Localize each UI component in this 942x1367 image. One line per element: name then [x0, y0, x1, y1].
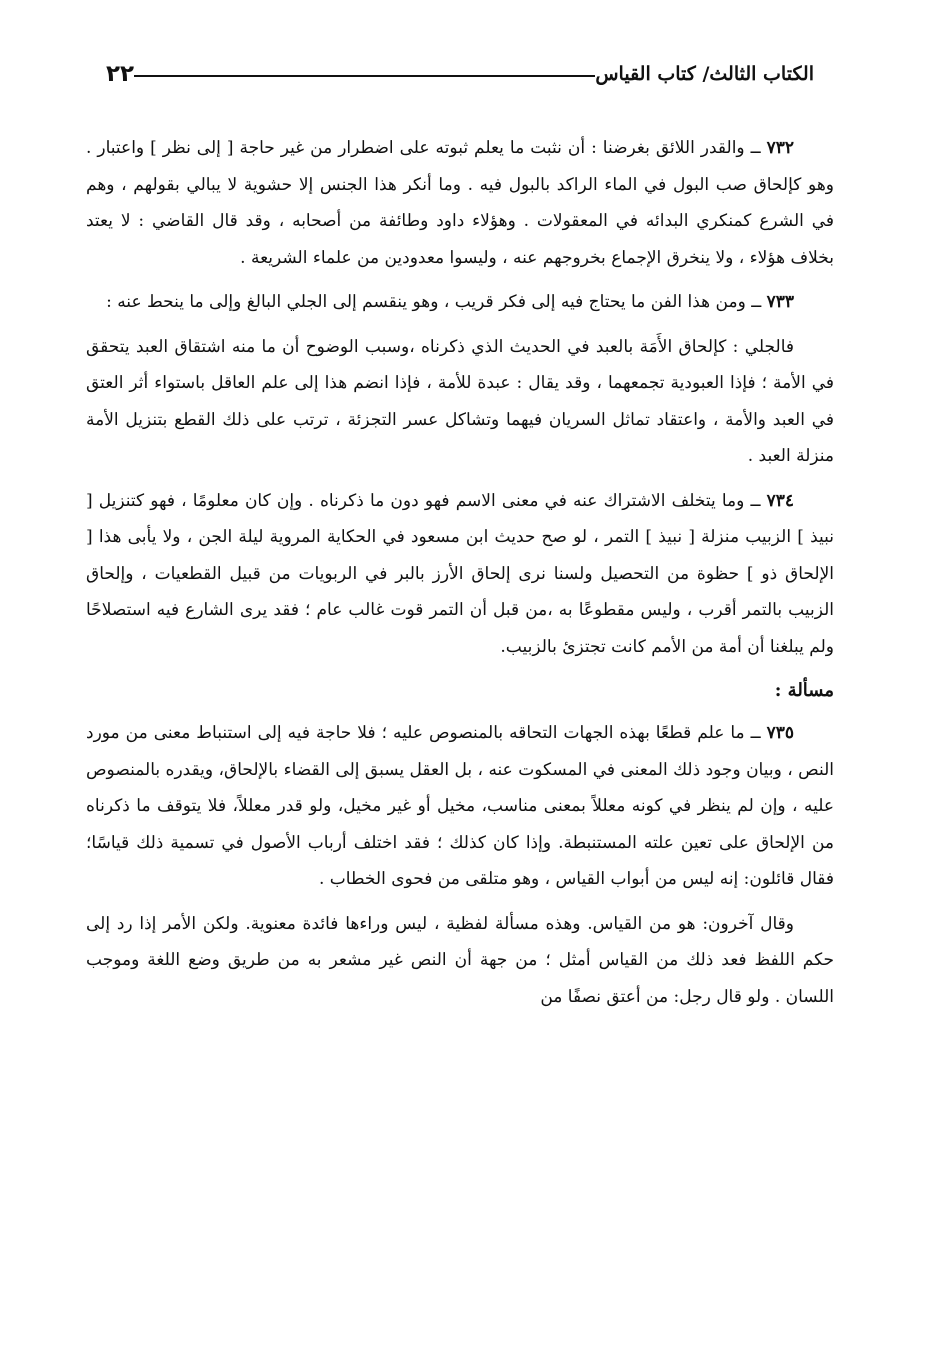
paragraph-text: فالجلي : كإلحاق الأَمَة بالعبد في الحديث الذي ذكرناه ،وسبب الوضوح أن ما منه اشتقاق العبد يتحقق في الأمة ؛ فإذا العبودية تجمعهما ، وقد يقال : عبدة للأمة ، فإذا انضم هذا إلى علم العاقل باستواء أثر العتق في العبد والأمة ، واعتقاد تماثل السريان فيهما وتشاكل عسر التجزئة ، ترتب على ذلك القطع بتنزيل الأمة منزلة العبد . [86, 336, 834, 466]
paragraph-text: ــ ما علم قطعًا بهذه الجهات التحاقه بالمنصوص عليه ؛ فلا حاجة فيه إلى استنباط معنى من مورد النص ، وبيان وجود ذلك المعنى في المسكوت عنه ، بل العقل يسبق إلى القضاء بالإلحاق، ويقدره بالمنصوص عليه ، وإن لم ينظر في كونه معللاً بمعنى مناسب، مخيل أو غير مخيل، ولو قدر معللاً، فلا يتوقف ما ذكرناه من الإلحاق على تعين علته المستنبطة. وإذا كان كذلك ؛ فقد اختلف أرباب الأصول في تسمية ذلك قياسًا؛ فقال قائلون: إنه ليس من أبواب القياس ، وهو متلقى من فحوى الخطاب . [86, 723, 834, 889]
paragraph-number: ٧٣٣ [766, 292, 794, 312]
paragraph-others [86, 906, 834, 1016]
running-title: الكتاب الثالث/ كتاب القياس [595, 63, 814, 85]
paragraph-735 [86, 715, 834, 898]
paragraph-number: ٧٣٤ [766, 490, 794, 511]
paragraph-text: ــ ومن هذا الفن ما يحتاج فيه إلى فكر قريب ، وهو ينقسم إلى الجلي البالغ وإلى ما ينحط عنه : [106, 292, 762, 312]
paragraph-733 [86, 284, 834, 321]
paragraph-text: ــ وما يتخلف الاشتراك عنه في معنى الاسم فهو دون ما ذكرناه . وإن كان معلومًا ، فهو كتنزيل [ نبيذ ] الزبيب منزلة [ نبيذ ] التمر ، لو صح حديث ابن مسعود في الحكاية المروية ليلة الجن ، ولا يأبى هذا [ الإلحاق ذو ] حظوة من التحصيل ولسنا نرى إلحاق الأرز بالبر في الربويات من قبيل القطعيات ، وإلحاق الزبيب بالتمر أقرب ، وليس مقطوعًا به ،من قبل أن التمر قوت غالب عام ؛ فقد يرى الشارع فيه استصلاحًا ولم يبلغنا أن أمة من الأمم كانت تجتزئ بالزبيب. [86, 490, 834, 657]
paragraph-text: وقال آخرون: هو من القياس. وهذه مسألة لفظية ، ليس وراءها فائدة معنوية. ولكن الأمر إذا رد إلى حكم اللفظ فعد ذلك من القياس أمثل ؛ من جهة أن النص غير مشعر به من طريق وضع اللغة وموجب اللسان . ولو قال رجل: من أعتق نصفًا من [86, 913, 834, 1007]
paragraph-jali [86, 329, 834, 475]
paragraph-732 [86, 130, 834, 276]
header-rule [134, 75, 595, 77]
paragraph-number: ٧٣٥ [766, 723, 794, 743]
page-body [86, 130, 834, 1023]
page-header [88, 54, 832, 94]
page-number: ٢٢ [106, 61, 135, 87]
paragraph-734 [86, 483, 834, 666]
paragraph-number: ٧٣٢ [766, 138, 794, 158]
paragraph-text: ــ والقدر اللائق بغرضنا : أن نثبت ما يعلم ثبوته على اضطرار من غير حاجة [ إلى نظر ] واعتبار . وهو كإلحاق صب البول في الماء الراكد بالبول فيه . وما أنكر هذا الجنس إلا حشوية لا يبالي بقولهم ، وهم في الشرع كمنكري البدائه في المعقولات . وهؤلاء داود وطائفة من أصحابه ، وقد قال القاضي : لا يعتد بخلاف هؤلاء ، ولا ينخرق الإجماع بخروجهم عنه ، وليسوا معدودين من علماء الشريعة . [86, 138, 834, 268]
section-heading: مسألة : [774, 680, 834, 701]
